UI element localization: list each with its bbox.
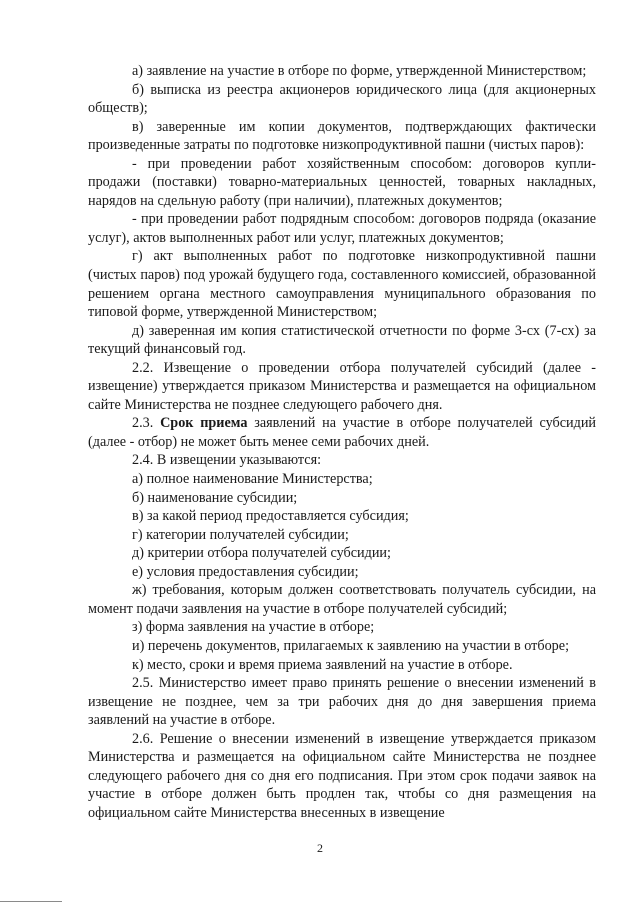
list-item-2-4: 2.4. В извещении указываются: [132,452,322,469]
paragraph-b: б) выписка из реестра акционеров юридического лица (для акционерных обществ); [88,81,596,117]
list-item-z: з) форма заявления на участие в отборе; [132,619,375,636]
paragraph-d: д) заверенная им копия статистической отчетности по форме 3-сх (7-сх) за текущий финансовый год. [88,322,596,358]
paragraph-household-method: - при проведении работ хозяйственным способом: договоров купли-продажи (поставки) товарно-материальных ценностей, товарных накладных, нарядов на сдельную работу (при наличии), платежных документов; [88,155,596,209]
list-item-zh: ж) требования, которым должен соответствовать получатель субсидии, на момент подачи заявления на участие в отборе получателей субсидий; [88,582,596,617]
paragraph-2-2: 2.2. Извещение о проведении отбора получателей субсидий (далее - извещение) утверждается приказом Министерства и размещается на официальном сайте Министерства не позднее следующего рабочего дня. [88,359,596,413]
paragraph-contract-method: - при проведении работ подрядным способом: договоров подряда (оказание услуг), актов выполненных работ или услуг, платежных документов; [88,211,596,246]
list-item-d: д) критерии отбора получателей субсидии; [132,545,391,562]
paragraph-2-3-number: 2.3. [132,415,154,432]
list-item-e: е) условия предоставления субсидии; [132,563,359,580]
list-item-v: в) за какой период предоставляется субсидия; [132,508,409,525]
paragraph-2-5: 2.5. Министерство имеет право принять решение о внесении изменений в извещение не позднее, чем за три рабочих дня до дня завершения приема заявлений на участие в отборе. [88,675,596,729]
paragraph-2-3-bold: Срок приема [160,415,248,432]
paragraph-2-6: 2.6. Решение о внесении изменений в извещение утверждается приказом Министерства и размещается на официальном сайте Министерства не позднее следующего рабочего дня со дня его подписания. При этом срок подачи заявок на участие в отборе должен быть продлен так, чтобы со дня размещения на официальном сайте Министерства внесенных в извещение [88,730,596,821]
list-item-b: б) наименование субсидии; [132,489,298,506]
list-item-g: г) категории получателей субсидии; [132,526,349,543]
paragraph-2-3-rest: заявлений на участие в отборе получателей субсидий (далее - отбор) не может быть менее семи рабочих дней. [88,415,597,450]
list-item-k: к) место, сроки и время приема заявлений на участие в отборе. [132,656,513,673]
list-item-i: и) перечень документов, прилагаемых к заявлению на участии в отборе; [132,637,570,654]
paragraph-g: г) акт выполненных работ по подготовке низкопродуктивной пашни (чистых паров) под урожай будущего года, составленного комиссией, образованной решением органа местного самоуправления муниципального образования по типовой форме, утвержденной Министерством; [88,248,596,321]
paragraph-v: в) заверенные им копии документов, подтверждающих фактически произведенные затраты по подготовке низкопродуктивной пашни (чистых паров): [88,118,596,154]
document-body [88,62,596,822]
paragraph-2-3 [88,414,596,451]
scan-edge-line [0,901,62,902]
page-number: 2 [317,841,323,855]
paragraph-a: а) заявление на участие в отборе по форме, утвержденной Министерством; [132,63,587,79]
list-item-a: а) полное наименование Министерства; [132,471,373,488]
